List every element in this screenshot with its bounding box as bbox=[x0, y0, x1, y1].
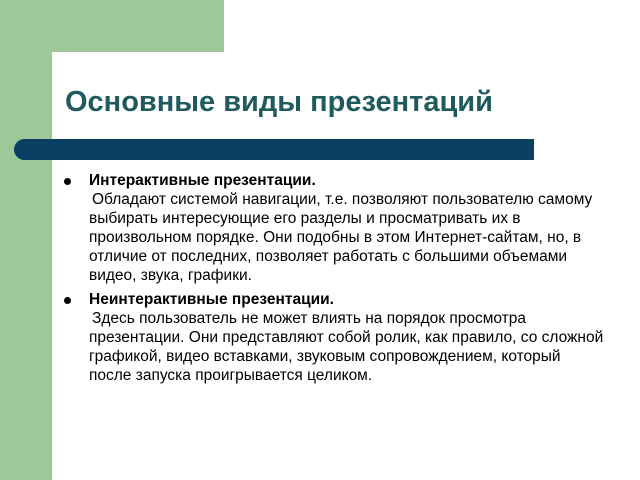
bullet-icon bbox=[64, 178, 71, 185]
slide-title: Основные виды презентаций bbox=[65, 86, 493, 118]
green-top-band bbox=[0, 0, 224, 52]
list-item-heading: Интерактивные презентации. bbox=[89, 172, 316, 189]
list-item-interactive bbox=[64, 171, 604, 285]
slide-content bbox=[64, 171, 604, 390]
title-underline-bar bbox=[14, 139, 534, 160]
green-side-band bbox=[0, 0, 52, 480]
list-item-body: Обладают системой навигации, т.е. позволяют пользователю самому выбирать интересующие его разделы и просматривать их в произвольном порядке. Они подобны в этом Интернет-сайтам, но, в отличие от последних, позволяет работать с большими объемами видео, звука, графики. bbox=[89, 191, 593, 284]
list-item-body: Здесь пользователь не может влиять на порядок просмотра презентации. Они представляют собой ролик, как правило, со сложной графикой, видео вставками, звуковым сопровождением, который после запуска проигрывается целиком. bbox=[89, 310, 604, 384]
list-item-heading: Неинтерактивные презентации. bbox=[89, 291, 334, 308]
list-item-noninteractive bbox=[64, 290, 604, 385]
bullet-icon bbox=[64, 297, 71, 304]
